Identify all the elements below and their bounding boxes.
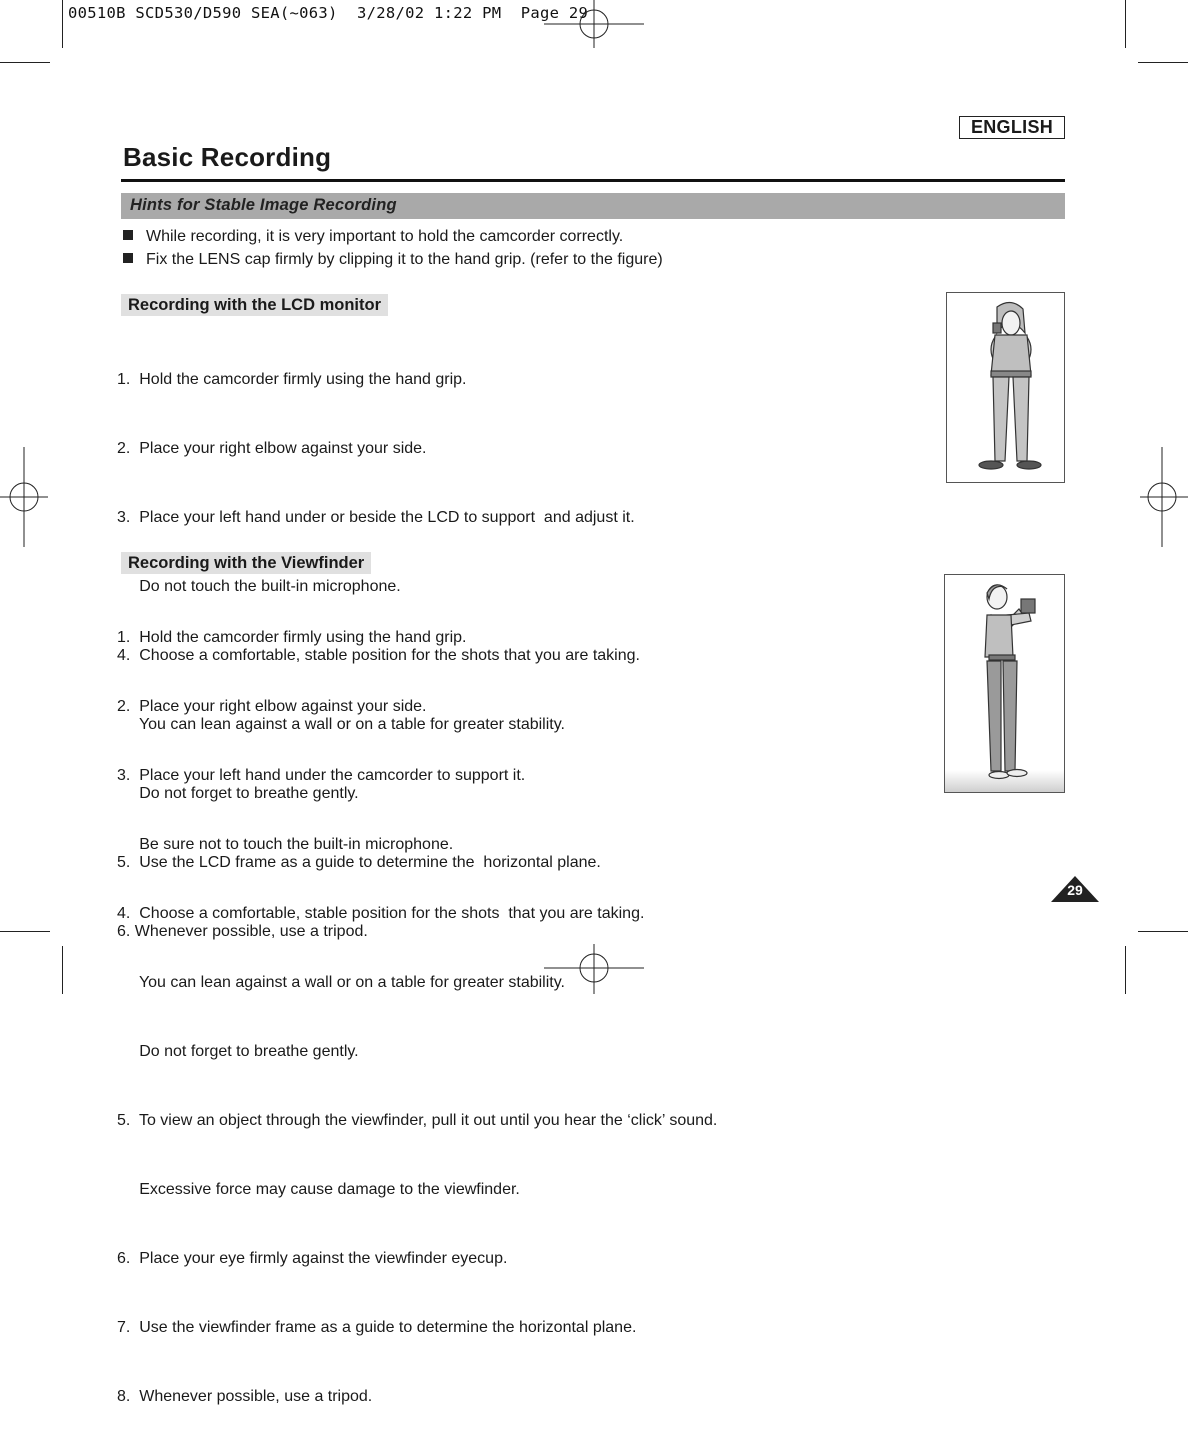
viewfinder-section-heading: Recording with the Viewfinder — [121, 552, 371, 574]
bullet-item — [123, 251, 663, 269]
language-badge: ENGLISH — [959, 116, 1065, 139]
person-viewfinder-illustration — [945, 575, 1064, 792]
page-number: 29 — [1067, 882, 1083, 898]
list-item: 2. Place your right elbow against your side. — [117, 440, 427, 457]
bullet-text: Fix the LENS cap firmly by clipping it to the hand grip. (refer to the figure) — [146, 251, 663, 268]
list-item: 4. Choose a comfortable, stable position for the shots that you are taking. — [117, 905, 645, 922]
list-item: 3. Place your left hand under the camcorder to support it. — [117, 767, 526, 784]
list-item: 1. Hold the camcorder firmly using the hand grip. — [117, 371, 467, 388]
viewfinder-instruction-list — [117, 580, 717, 1431]
bullet-text: While recording, it is very important to hold the camcorder correctly. — [146, 228, 624, 245]
list-item: 6. Whenever possible, use a tripod. — [117, 923, 368, 940]
square-bullet-icon — [123, 253, 133, 263]
list-item: You can lean against a wall or on a table for greater stability. — [117, 974, 565, 991]
list-item: 5. Use the LCD frame as a guide to determine the horizontal plane. — [117, 854, 601, 871]
list-item: 1. Hold the camcorder firmly using the hand grip. — [117, 629, 467, 646]
lcd-section-heading: Recording with the LCD monitor — [121, 294, 388, 316]
person-lcd-illustration — [947, 293, 1064, 482]
hints-section-header — [121, 193, 1065, 219]
list-item: You can lean against a wall or on a table for greater stability. — [117, 716, 565, 733]
list-item: 8. Whenever possible, use a tripod. — [117, 1388, 373, 1405]
square-bullet-icon — [123, 230, 133, 240]
list-item: Be sure not to touch the built-in microphone. — [117, 836, 454, 853]
list-item: Do not forget to breathe gently. — [117, 1043, 359, 1060]
list-item: 4. Choose a comfortable, stable position for the shots that you are taking. — [117, 647, 640, 664]
page-title: Basic Recording — [123, 142, 332, 172]
bullet-item — [123, 228, 623, 246]
list-item: 7. Use the viewfinder frame as a guide to determine the horizontal plane. — [117, 1319, 637, 1336]
title-rule — [121, 179, 1065, 182]
lcd-recording-figure — [946, 292, 1065, 483]
list-item: Excessive force may cause damage to the viewfinder. — [117, 1181, 520, 1198]
list-item: Do not forget to breathe gently. — [117, 785, 359, 802]
print-slug: 00510B SCD530/D590 SEA(~063) 3/28/02 1:22 PM Page 29 — [68, 4, 589, 22]
hints-heading: Hints for Stable Image Recording — [130, 196, 397, 214]
list-item: Do not touch the built-in microphone. — [117, 578, 401, 595]
viewfinder-recording-figure — [944, 574, 1065, 793]
list-item: 6. Place your eye firmly against the viewfinder eyecup. — [117, 1250, 508, 1267]
list-item: 5. To view an object through the viewfinder, pull it out until you hear the ‘click’ sound. — [117, 1112, 718, 1129]
list-item: 3. Place your left hand under or beside the LCD to support and adjust it. — [117, 509, 635, 526]
list-item: 2. Place your right elbow against your side. — [117, 698, 427, 715]
